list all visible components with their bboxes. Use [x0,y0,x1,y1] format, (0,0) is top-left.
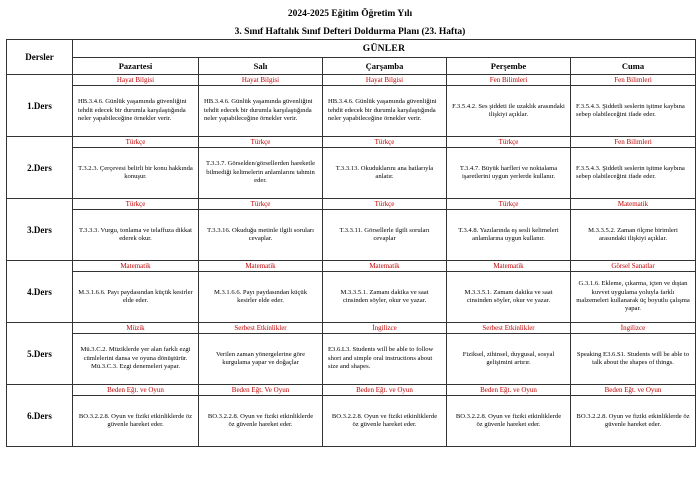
ders-label: 5.Ders [7,323,73,385]
lesson-row-1 [7,75,696,137]
lesson-objective: Speaking E3.6.S1. Students will be able to talk about the shapes of things. [576,350,690,366]
lesson-objective: T.3.4.7. Büyük harfleri ve noktalama işaretlerini uygun yerlerde kullanır. [459,164,558,180]
lesson-cell [447,199,571,261]
lesson-cell [73,261,199,323]
subject-label: İngilizce [323,323,446,334]
lesson-objective: G.3.1.6. Ekleme, çıkarma, içten ve dıştan kuvvet uygulama yoluyla farklı malzemeleri kullanarak üç boyutlu çalışma yapar. [576,280,690,313]
day-header-carsamba: Çarşamba [323,58,447,75]
lesson-objective: M.3.1.6.6. Payı paydasından küçük kesirler elde eder. [213,288,308,304]
lesson-objective: F.3.5.4.2. Ses şiddeti ile uzaklık arasındaki ilişkiyi açıklar. [452,102,565,118]
lesson-objective: HB.3.4.6. Günlük yaşamında güvenliğini tehdit edecek bir durumla karşılaştığında neler yapabileceğine örnekler verir. [204,98,313,123]
lesson-cell [73,75,199,137]
lesson-row-6 [7,385,696,447]
lesson-row-2 [7,137,696,199]
header-row-days [7,58,696,75]
lesson-objective: HB.3.4.6. Günlük yaşamında güvenliğini tehdit edecek bir durumla karşılaştığında neler yapabileceğine örnekler verir. [328,98,437,123]
lesson-objective: Fiziksel, zihinsel, duygusal, sosyal gelişimini artırır. [462,350,555,366]
lesson-cell [199,323,323,385]
subject-label: Hayat Bilgisi [199,75,322,86]
document-title: 2024-2025 Eğitim Öğretim Yılı [287,9,413,19]
subject-label: Fen Bilimleri [571,75,695,86]
lesson-objective: F.3.5.4.3. Şiddetli seslerin işitme kaybına sebep olabileceğini ifade eder. [576,164,685,180]
subject-label: Türkçe [447,199,570,210]
subject-label: Matematik [73,261,198,272]
lesson-cell [323,137,447,199]
subject-label: Türkçe [73,137,198,148]
lesson-cell [323,323,447,385]
subject-label: Fen Bilimleri [447,75,570,86]
lesson-objective: M.3.3.5.1. Zamanı dakika ve saat cinsinden söyler, okur ve yazar. [464,288,553,304]
subject-label: Türkçe [447,137,570,148]
lesson-row-3 [7,199,696,261]
subject-label: Serbest Etkinlikler [447,323,570,334]
lesson-row-4 [7,261,696,323]
subject-label: Türkçe [73,199,198,210]
lesson-cell [447,261,571,323]
subject-label: Türkçe [323,199,446,210]
lesson-objective: BO.3.2.2.8. Oyun ve fiziki etkinliklerde öz güvenle hareket eder. [455,412,562,428]
lesson-cell [199,385,323,447]
subject-label: Beden Eğt. ve Oyun [447,385,570,396]
lesson-cell [73,385,199,447]
ders-label: 6.Ders [7,385,73,447]
subject-label: Hayat Bilgisi [323,75,446,86]
lesson-objective: BO.3.2.2.8. Oyun ve fiziki etkinliklerde öz güvenle hareket eder. [331,412,438,428]
ders-label: 2.Ders [7,137,73,199]
lesson-cell [73,199,199,261]
lesson-objective: F.3.5.4.3. Şiddetli seslerin işitme kaybına sebep olabileceğini ifade eder. [576,102,685,118]
lesson-objective: Mü.3.C.2. Müziklerde yer alan farklı ezgi cümlelerini dansa ve oyuna dönüştürür. Mü.3.C.3. Ezgi denemeleri yapar. [80,346,191,371]
lesson-cell [447,385,571,447]
lesson-cell [73,323,199,385]
subject-label: Matematik [571,199,695,210]
gunler-header: GÜNLER [73,40,696,58]
day-header-cuma: Cuma [571,58,696,75]
lesson-cell [323,385,447,447]
lesson-objective: BO.3.2.2.8. Oyun ve fiziki etkinliklerde öz güvenle hareket eder. [78,412,193,428]
lesson-cell [447,323,571,385]
subject-label: Görsel Sanatlar [571,261,695,272]
subject-label: Türkçe [323,137,446,148]
ders-label: 4.Ders [7,261,73,323]
subject-label: Beden Eğt. ve Oyun [571,385,695,396]
subject-label: Matematik [323,261,446,272]
lesson-cell [199,199,323,261]
lesson-cell [571,137,696,199]
lesson-objective: HB.3.4.6. Günlük yaşamında güvenliğini tehdit edecek bir durumla karşılaştığında neler yapabileceğine örnekler verir. [78,98,187,123]
lesson-cell [199,137,323,199]
lesson-cell [571,261,696,323]
subject-label: Hayat Bilgisi [73,75,198,86]
lesson-cell [571,75,696,137]
lesson-cell [199,75,323,137]
lesson-objective: T.3.3.7. Görselden/görsellerden hareketle bilmediği kelimelerin anlamlarını tahmin eder. [206,160,315,185]
lesson-cell [571,385,696,447]
lesson-cell [323,75,447,137]
subject-label: Fen Bilimleri [571,137,695,148]
lesson-cell [323,199,447,261]
day-header-sali: Salı [199,58,323,75]
dersler-header: Dersler [7,40,73,75]
lesson-cell [323,261,447,323]
lesson-objective: T.3.3.16. Okuduğu metinle ilgili soruları cevaplar. [207,226,314,242]
subject-label: Beden Eğt. ve Oyun [73,385,198,396]
lesson-row-5 [7,323,696,385]
lesson-objective: T.3.3.3. Vurgu, tonlama ve telaffuza dikkat ederek okur. [78,226,192,242]
subject-label: Müzik [73,323,198,334]
ders-label: 3.Ders [7,199,73,261]
header-row-gunler [7,40,696,58]
subject-label: Beden Eğt. ve Oyun [323,385,446,396]
subject-label: Türkçe [199,199,322,210]
subject-label: Türkçe [199,137,322,148]
lesson-objective: Verilen zaman yönergelerine göre kurgulama yapar ve doğaçlar [215,350,306,366]
day-header-persembe: Perşembe [447,58,571,75]
lesson-objective: M.3.3.5.1. Zamanı dakika ve saat cinsinden söyler, okur ve yazar. [340,288,429,304]
lesson-cell [447,137,571,199]
lesson-objective: T.3.3.13. Okuduklarını ana hatlarıyla anlatır. [335,164,434,180]
lesson-cell [73,137,199,199]
lesson-objective: BO.3.2.2.8. Oyun ve fiziki etkinliklerde öz güvenle hareket eder. [576,412,690,428]
lesson-objective: BO.3.2.2.8. Oyun ve fiziki etkinliklerde öz güvenle hareket eder. [207,412,314,428]
lesson-objective: T.3.3.11. Görsellerle ilgili soruları cevaplar [339,226,430,242]
subject-label: Serbest Etkinlikler [199,323,322,334]
lesson-cell [447,75,571,137]
subject-label: İngilizce [571,323,695,334]
lesson-cell [571,199,696,261]
weekly-plan-table [6,39,696,447]
document-subtitle: 3. Sınıf Haftalık Sınıf Defteri Doldurma Planı (23. Hafta) [234,27,466,37]
lesson-objective: E3.6.L3. Students will be able to follow short and simple oral instructions about size and shapes. [328,346,434,371]
lesson-objective: T.3.4.8. Yazılarında eş sesli kelimeleri anlamlarına uygun kullanır. [458,226,559,242]
subject-label: Matematik [447,261,570,272]
subject-label: Matematik [199,261,322,272]
lesson-cell [571,323,696,385]
ders-label: 1.Ders [7,75,73,137]
lesson-objective: M.3.1.6.6. Payı paydasından küçük kesirler elde eder. [78,288,193,304]
lesson-objective: M.3.3.5.2. Zaman ölçme birimleri arasındaki ilişkiyi açıklar. [588,226,678,242]
lesson-cell [199,261,323,323]
lesson-objective: T.3.2.3. Çerçevesi belirli bir konu hakkında konuşur. [78,164,193,180]
subject-label: Beden Eğt. Ve Oyun [199,385,322,396]
day-header-pazartesi: Pazartesi [73,58,199,75]
